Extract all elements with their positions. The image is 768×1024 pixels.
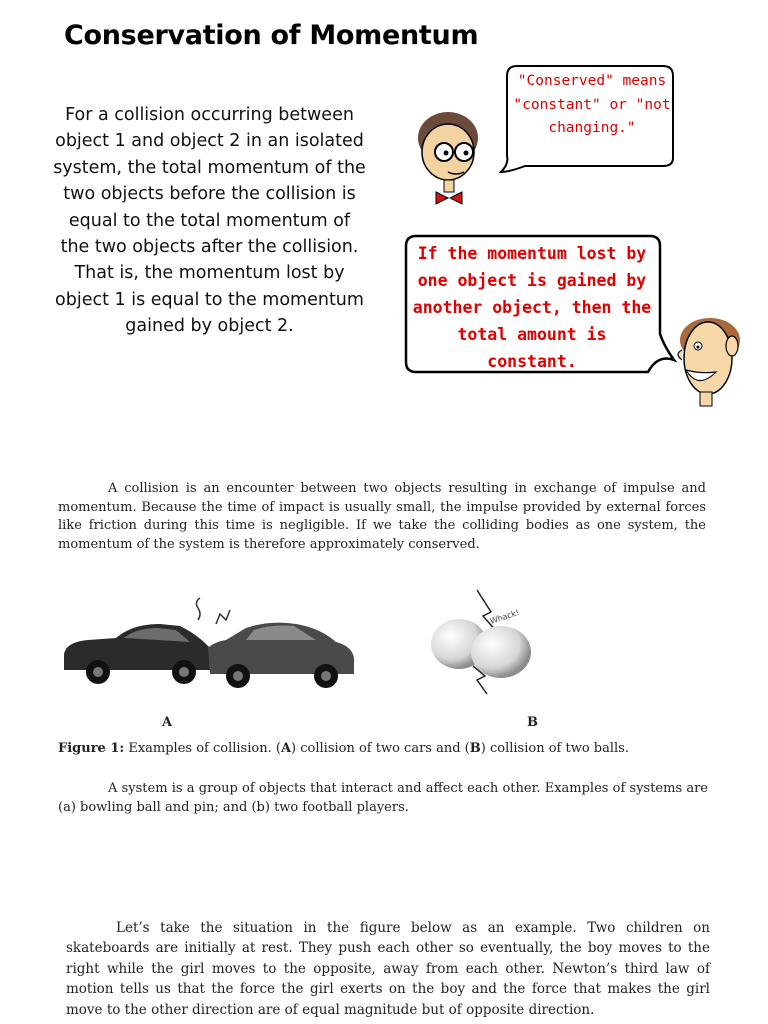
car-left (64, 624, 212, 684)
system-paragraph (58, 779, 708, 817)
system-paragraph-text: A system is a group of objects that interact and affect each other. Examples of systems are (a) bowling ball and pin; and (b) two football players. (58, 781, 708, 815)
smiling-man-illustration (668, 310, 748, 410)
caption-text-2: ) collision of two cars and ( (291, 741, 470, 756)
bubble-1-text: "Conserved" means "constant" or "not changing." (513, 73, 671, 136)
page-title: Conservation of Momentum (64, 20, 479, 51)
cars-collision-image (58, 598, 358, 708)
figure-label-b: B (527, 715, 538, 730)
whack-text: Whack! (488, 608, 521, 626)
figure-label-a: A (162, 715, 173, 730)
nerd-character-illustration (408, 100, 498, 210)
collision-paragraph-text: A collision is an encounter between two objects resulting in exchange of impulse and momentum. Because the time of impact is usually small, the impulse provided by external forces like friction during this time is negligible. If we take the colliding bodies as one system, the momentum of the system is therefore approximately conserved. (58, 481, 706, 552)
balls-collision-image (425, 586, 545, 696)
example-paragraph (66, 918, 710, 1020)
car-right (208, 623, 354, 688)
caption-text-1: Examples of collision. ( (124, 741, 281, 756)
collision-paragraph (58, 480, 706, 554)
caption-b: B (469, 741, 481, 756)
caption-prefix: Figure 1: (58, 741, 125, 756)
intro-paragraph: For a collision occurring between object 1 and object 2 in an isolated system, the total momentum of the two objects before the collision is equal to the total momentum of the two objects after the collision. That is, the momentum lost by object 1 is equal to the momentum gained by object 2. (53, 105, 366, 337)
bubble-2-text: If the momentum lost by one object is gained by another object, then the total amount is constant. (412, 244, 652, 371)
example-paragraph-text: Let’s take the situation in the figure below as an example. Two children on skateboards are initially at rest. They push each other so eventually, the boy moves to the right while the girl moves to the opposite, away from each other. Newton’s third law of motion tells us that the force the girl exerts on the boy and the force that makes the girl move to the other direction are of equal magnitude but of opposite direction. (66, 920, 710, 1018)
caption-text-3: ) collision of two balls. (480, 741, 629, 756)
caption-a: A (280, 741, 292, 756)
figure-caption (58, 741, 718, 756)
